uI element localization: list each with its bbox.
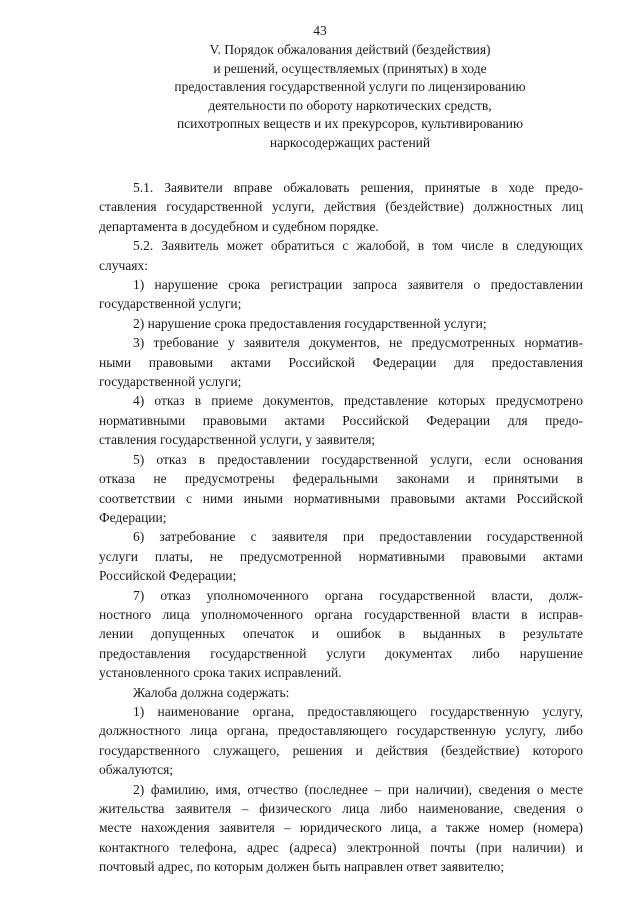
heading-line: деятельности по обороту наркотических средств, (208, 97, 492, 113)
heading-line: наркосодержащих растений (269, 134, 431, 150)
paragraph-line: 2) фамилию, имя, отчество (последнее – при наличии), сведения о месте (133, 781, 583, 797)
paragraph-line: департамента в досудебном и судебном порядке. (99, 218, 379, 234)
paragraph-line: услуги платы, не предусмотренной нормативными правовыми актами (99, 548, 583, 564)
paragraph (99, 178, 583, 236)
page-number: 43 (313, 23, 327, 38)
paragraph-line: 2) нарушение срока предоставления государственной услуги; (133, 315, 487, 331)
paragraph (99, 683, 583, 702)
paragraph-line: нормативными правовыми актами Российской Федерации для предо- (99, 412, 583, 428)
paragraph-line: 1) нарушение срока регистрации запроса заявителя о предоставлении (133, 277, 583, 293)
paragraph-line: 5.1. Заявители вправе обжаловать решения, принятые в ходе предо- (133, 180, 583, 195)
paragraph-line: государственного служащего, решения и действия (бездействие) которого (99, 742, 583, 758)
paragraph-line: лении допущенных опечаток и ошибок в выданных в результате (99, 626, 583, 642)
paragraph (99, 275, 583, 314)
paragraph-line: 5) отказ в предоставлении государственной услуги, если основания (133, 451, 583, 467)
paragraph-line: государственной услуги; (99, 296, 242, 312)
document-body (99, 178, 583, 877)
paragraph-line: случаях: (99, 257, 148, 273)
paragraph (99, 586, 583, 683)
paragraph-line: Жалоба должна содержать: (133, 684, 290, 700)
paragraph-line: ставления государственной услуги, действия (бездействие) должностных лиц (99, 199, 583, 215)
paragraph (99, 450, 583, 528)
paragraph-line: ставления государственной услуги, у заявителя; (99, 432, 376, 448)
paragraph-line: 6) затребование с заявителя при предоставлении государственной (133, 529, 583, 545)
heading-line: V. Порядок обжалования действий (бездействия) (209, 42, 491, 57)
paragraph-line: 5.2. Заявитель может обратиться с жалобой, в том числе в следующих (133, 238, 583, 254)
paragraph (99, 236, 583, 275)
paragraph-line: 4) отказ в приеме документов, представление которых предусмотрено (133, 393, 583, 409)
paragraph-line: контактного телефона, адрес (адреса) электронной почты (при наличии) и (99, 839, 583, 855)
paragraph (99, 527, 583, 585)
paragraph-line: должностного лица органа, предоставляющего государственную услугу, либо (99, 723, 583, 739)
paragraph-line: соответствии с ними иными нормативными правовыми актами Российской (99, 490, 583, 506)
section-heading (120, 41, 580, 153)
paragraph-line: обжалуются; (99, 762, 174, 778)
heading-line: и решений, осуществляемых (принятых) в ходе (213, 60, 487, 76)
paragraph-line: установленного срока таких исправлений. (99, 665, 342, 681)
paragraph-line: жительства заявителя – физического лица либо наименование, сведения о (99, 801, 583, 816)
paragraph (99, 333, 583, 391)
heading-line: предоставления государственной услуги по лицензированию (174, 79, 526, 95)
paragraph (99, 702, 583, 780)
paragraph-line: месте нахождения заявителя – юридического лица, а также номер (номера) (99, 820, 583, 836)
paragraph-line: Федерации; (99, 509, 167, 525)
heading-line: психотропных веществ и их прекурсоров, культивированию (176, 116, 524, 132)
paragraph-line: почтовый адрес, по которым должен быть направлен ответ заявителю; (99, 859, 505, 875)
paragraph-line: 7) отказ уполномоченного органа государственной власти, долж- (133, 587, 583, 603)
paragraph-line: 3) требование у заявителя документов, не предусмотренных норматив- (133, 335, 583, 351)
paragraph-line: Российской Федерации; (99, 568, 237, 584)
paragraph-line: отказа не предусмотрены федеральными законами и принятыми в (99, 471, 583, 487)
paragraph-line: 1) наименование органа, предоставляющего государственную услугу, (133, 703, 583, 719)
paragraph-line: ными правовыми актами Российской Федерации для предоставления (99, 354, 583, 370)
paragraph-line: государственной услуги; (99, 374, 242, 390)
paragraph (99, 391, 583, 449)
paragraph (99, 314, 583, 333)
paragraph-line: предоставления государственной услуги документах либо нарушение (99, 645, 583, 661)
paragraph-line: ностного лица уполномоченного органа государственной власти в исправ- (99, 606, 583, 622)
paragraph (99, 780, 583, 877)
